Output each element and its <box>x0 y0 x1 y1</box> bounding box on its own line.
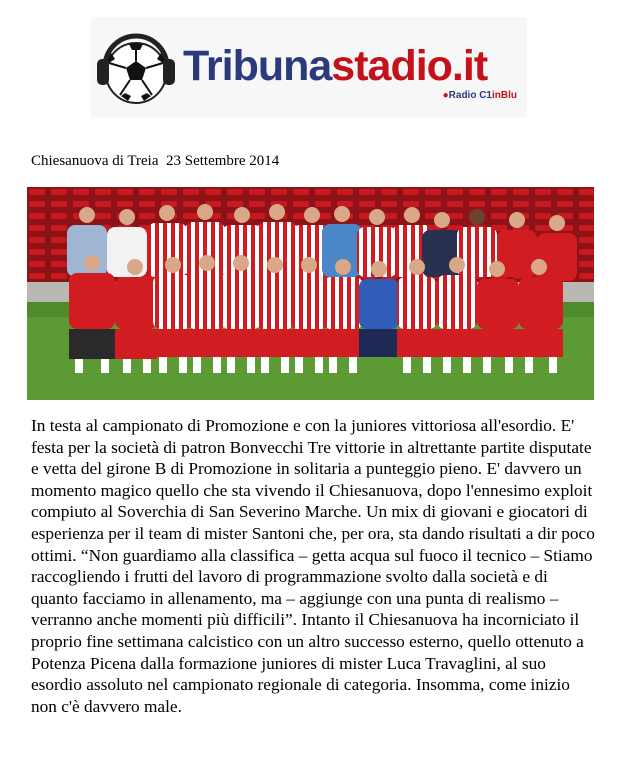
site-logo[interactable] <box>91 17 527 117</box>
dateline: Chiesanuova di Treia 23 Settembre 2014 <box>31 153 280 169</box>
soccer-ball-headphones-icon <box>95 23 177 111</box>
players-socks <box>75 357 557 373</box>
team-photo-illustration <box>27 187 594 400</box>
logo-subtitle: ●Radio C1inBlu <box>442 90 517 101</box>
article-body: In testa al campionato di Promozione e con la juniores vittoriosa all'esordio. E' festa per la società di patron Bonvecchi Tre vittorie in altrettante partite disputate e vetta del girone B di Promozione in solitaria a punteggio pieno. E' davvero un momento magico quello che sta vivendo il Chiesanuova, dopo l'ennesimo exploit compiuto al Soverchia di San Severino Marche. Un mix di giovani e giocatori di esperienza per il team di mister Santoni che, per ora, sta dando risultati a dir poco ottimi. “Non guardiamo alla classifica – getta acqua sul fuoco il tecnico – Stiamo raccogliendo i frutti del lavoro di programmazione svolto dalla società e di quanto facciamo in allenamento, ma – aggiunge con una punta di realismo – verranno anche momenti più difficili”. Intanto il Chiesanuova ha incorniciato il proprio fine settimana calcistico con un altro successo esterno, quello ottenuto a Potenza Picena dalla formazione juniores di mister Luca Travaglini, al suo esordio assoluto nel campionato regionale di categoria. Insomma, come inizio non c'è davvero male. <box>31 416 595 716</box>
team-photo <box>27 187 594 400</box>
logo-wordmark: Tribunastadio.it <box>183 42 488 90</box>
